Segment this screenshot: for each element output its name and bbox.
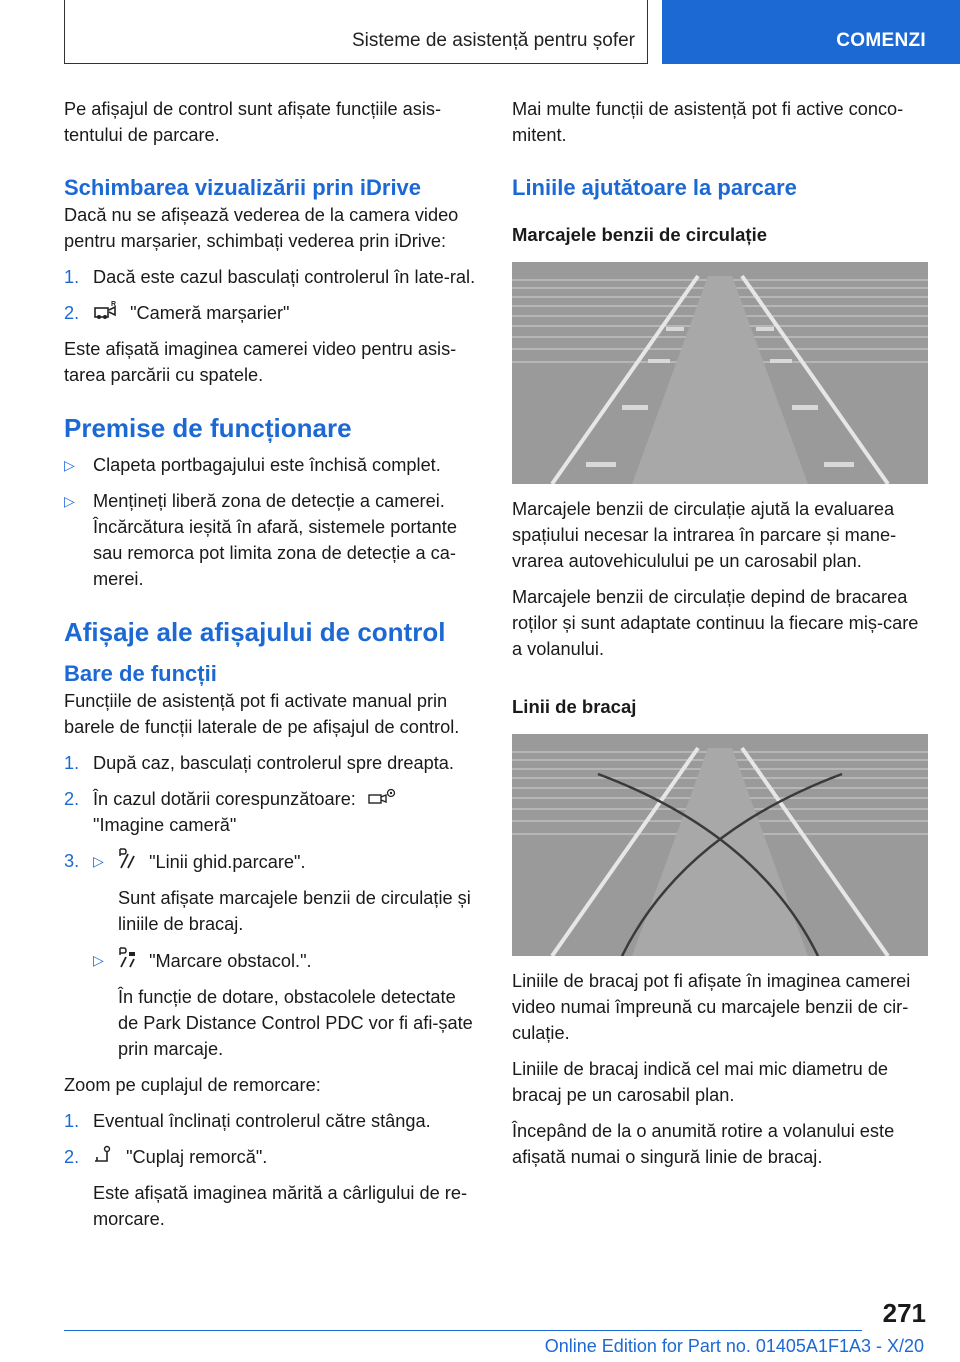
sub-item-obstacle	[93, 947, 480, 1062]
triangle-bullet-icon: ▷	[64, 457, 75, 473]
step-text: În cazul dotării corespunzătoare:	[93, 789, 356, 809]
parking-lines-icon	[118, 848, 138, 870]
bracaj-paragraph-1: Liniile de bracaj pot fi afișate în imaginea camerei video numai împreună cu marcajele benzii de cir-culație.	[512, 971, 911, 1043]
footer-divider	[64, 1330, 862, 1331]
page-number: 271	[882, 1298, 926, 1328]
triangle-bullet-icon: ▷	[64, 493, 75, 509]
header-section-title: Sisteme de asistență pentru șofer	[351, 30, 635, 51]
intro-paragraph: Mai multe funcții de asistență pot fi active conco-mitent.	[512, 99, 904, 145]
heading-liniile: Liniile ajutătoare la parcare	[512, 175, 797, 200]
step-text: După caz, basculați controlerul spre dreapta.	[93, 753, 454, 773]
zoom-step	[64, 1108, 480, 1134]
bare-paragraph: Funcțiile de asistență pot fi activate manual prin barele de funcții laterale de pe afișajul de control.	[64, 691, 460, 737]
triangle-bullet-icon: ▷	[93, 853, 104, 869]
header-chapter-tab	[662, 0, 960, 64]
premise-item	[64, 452, 480, 478]
bare-step	[64, 848, 480, 1062]
header-chapter-title: COMENZI	[836, 30, 926, 51]
idrive-step	[64, 300, 480, 326]
heading-marcajele: Marcajele benzii de circulație	[512, 224, 767, 245]
obstacle-marking-icon	[118, 947, 138, 969]
heading-premise: Premise de funcționare	[64, 413, 352, 443]
marcaje-paragraph-2: Marcajele benzii de circulație depind de bracarea roților și sunt adaptate continuu la fiecare miș-care a volanului.	[512, 587, 919, 659]
step-text: "Cuplaj remorcă".	[126, 1147, 268, 1167]
bracaj-paragraph-3: Începând de la o anumită rotire a volanului este afișată numai o singură linie de bracaj.	[512, 1121, 895, 1167]
step-number: 1.	[64, 753, 80, 773]
sub-item-parking-lines	[93, 848, 480, 937]
camera-icon	[93, 301, 119, 321]
marcaje-paragraph-1: Marcajele benzii de circulație ajută la evaluarea spațiului necesar la intrarea în parcare și mane-vrarea autovehiculului pe un carosabil plan.	[512, 499, 897, 571]
sub-item-desc: Sunt afișate marcajele benzii de circulație și liniile de bracaj.	[118, 888, 471, 934]
intro-paragraph: Pe afișajul de control sunt afișate funcțiile asis-tentului de parcare.	[64, 99, 442, 145]
idrive-paragraph: Dacă nu se afișează vederea de la camera video pentru marșarier, schimbați vederea prin iDrive:	[64, 205, 459, 251]
idrive-step	[64, 264, 480, 290]
lane-markings-image	[512, 262, 928, 484]
step-text: Dacă este cazul basculați controlerul în late-ral.	[93, 267, 476, 287]
step-text: "Cameră marșarier"	[130, 303, 290, 323]
step-number: 1.	[64, 267, 80, 287]
triangle-bullet-icon: ▷	[93, 952, 104, 968]
premise-text: Clapeta portbagajului este închisă complet.	[93, 455, 441, 475]
heading-afisaje: Afișaje ale afișajului de control	[64, 617, 446, 647]
sub-item-label: "Marcare obstacol.".	[149, 951, 312, 971]
bare-step	[64, 750, 480, 776]
premise-text: Mențineți liberă zona de detecție a camerei. Încărcătura ieșită în afară, sistemele portante sau remorca pot limita zona de detecție a ca-merei.	[93, 491, 457, 589]
footer-edition: Online Edition for Part no. 01405A1F1A3 - X/20	[544, 1336, 924, 1356]
heading-bracaj: Linii de bracaj	[512, 696, 637, 717]
premise-item	[64, 488, 480, 592]
camera-settings-icon	[367, 787, 397, 807]
bracaj-paragraph-2: Liniile de bracaj indică cel mai mic diametru de bracaj pe un carosabil plan.	[512, 1059, 889, 1105]
sub-item-desc: În funcție de dotare, obstacolele detectate de Park Distance Control PDC vor fi afi-șate prin marcaje.	[118, 987, 473, 1059]
step-text: Eventual înclinați controlerul către stânga.	[93, 1111, 431, 1131]
turning-lines-image	[512, 734, 928, 956]
sub-item-label: "Linii ghid.parcare".	[149, 852, 306, 872]
heading-idrive: Schimbarea vizualizării prin iDrive	[64, 175, 422, 200]
idrive-after-paragraph: Este afișată imaginea camerei video pentru asis-tarea parcării cu spatele.	[64, 339, 457, 385]
bare-step	[64, 786, 480, 838]
header-section-box	[64, 0, 648, 64]
step-text-second: "Imagine cameră"	[93, 815, 237, 835]
step-number: 1.	[64, 1111, 80, 1131]
step-text-second: Este afișată imaginea mărită a cârligului de re-morcare.	[93, 1183, 468, 1229]
left-column	[64, 96, 480, 1242]
step-number: 2.	[64, 789, 80, 809]
zoom-paragraph: Zoom pe cuplajul de remorcare:	[64, 1075, 321, 1095]
right-column	[512, 96, 930, 1180]
step-number: 3.	[64, 851, 80, 871]
heading-bare: Bare de funcții	[64, 661, 217, 686]
step-number: 2.	[64, 1147, 80, 1167]
step-number: 2.	[64, 303, 80, 323]
svg-text:R: R	[111, 301, 117, 308]
zoom-step	[64, 1144, 480, 1232]
trailer-hitch-icon	[93, 1145, 115, 1165]
